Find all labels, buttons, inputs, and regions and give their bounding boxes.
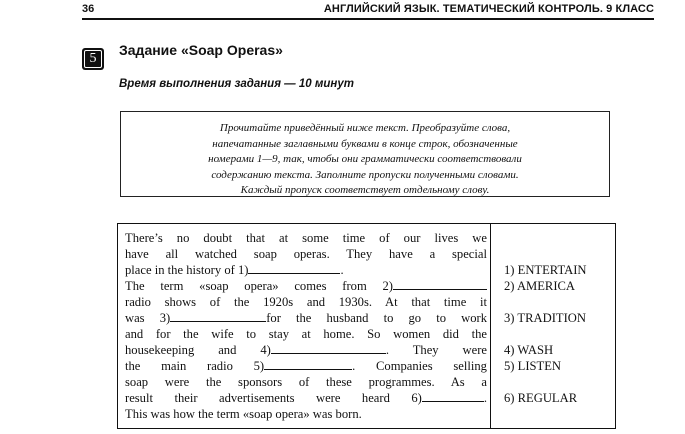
answer-gap-4[interactable] (271, 342, 386, 354)
task-table (117, 223, 616, 429)
key-word-2: 2) AMERICA (504, 279, 576, 293)
instruction-line: напечатанные заглавными буквами в конце строк, обозначенные (212, 137, 518, 150)
instruction-line: Прочитайте приведённый ниже текст. Преобразуйте слова, (219, 122, 511, 134)
running-title: АНГЛИЙСКИЙ ЯЗЫК. ТЕМАТИЧЕСКИЙ КОНТРОЛЬ. 9 КЛАСС (323, 3, 654, 15)
text-line: result their advertisements were heard 6) . (125, 391, 487, 405)
key-word-6: 6) REGULAR (504, 391, 578, 405)
key-word-1: 1) ENTERTAIN (504, 263, 587, 277)
text-line: have all watched soap operas. They have a special (125, 247, 487, 261)
instruction-line: номерами 1—9, так, чтобы они грамматически соответствовали (208, 153, 522, 165)
key-word-5: 5) LISTEN (504, 359, 562, 373)
answer-gap-2[interactable] (393, 278, 487, 290)
text-line: and for the wife to stay at home. So women did the (125, 327, 487, 341)
text-line: was 3) for the husband to go to work (125, 311, 487, 325)
task-number-badge (82, 48, 104, 70)
running-header (82, 2, 654, 20)
answer-gap-5[interactable] (264, 358, 352, 370)
instruction-line: содержанию текста. Заполните пропуски полученными словами. (211, 168, 519, 181)
answer-gap-1[interactable] (248, 262, 340, 274)
task-number: 5 (84, 50, 102, 68)
instruction-box (120, 111, 610, 197)
answer-gap-6[interactable] (422, 390, 484, 402)
text-line: There’s no doubt that at some time of our lives we (125, 231, 487, 245)
text-line: This was how the term «soap opera» was born. (125, 407, 362, 421)
answer-gap-3[interactable] (170, 310, 266, 322)
text-line: the main radio 5) . Companies selling (125, 359, 487, 373)
task-title: Задание «Soap Operas» (119, 42, 283, 58)
text-line: The term «soap opera» comes from 2) (125, 278, 487, 294)
task-time: Время выполнения задания — 10 минут (119, 78, 354, 90)
instruction-line: Каждый пропуск соответствует отдельному слову. (240, 184, 490, 196)
key-word-3: 3) TRADITION (504, 311, 586, 325)
text-line: housekeeping and 4) . They were (125, 343, 487, 357)
key-word-4: 4) WASH (504, 343, 554, 357)
text-line: soap were the sponsors of these programmes. As a (125, 375, 487, 389)
column-divider (490, 224, 491, 428)
page-number: 36 (82, 3, 95, 15)
text-line: radio shows of the 1920s and 1930s. At that time it (125, 295, 487, 309)
text-line: place in the history of 1) . (125, 263, 344, 277)
